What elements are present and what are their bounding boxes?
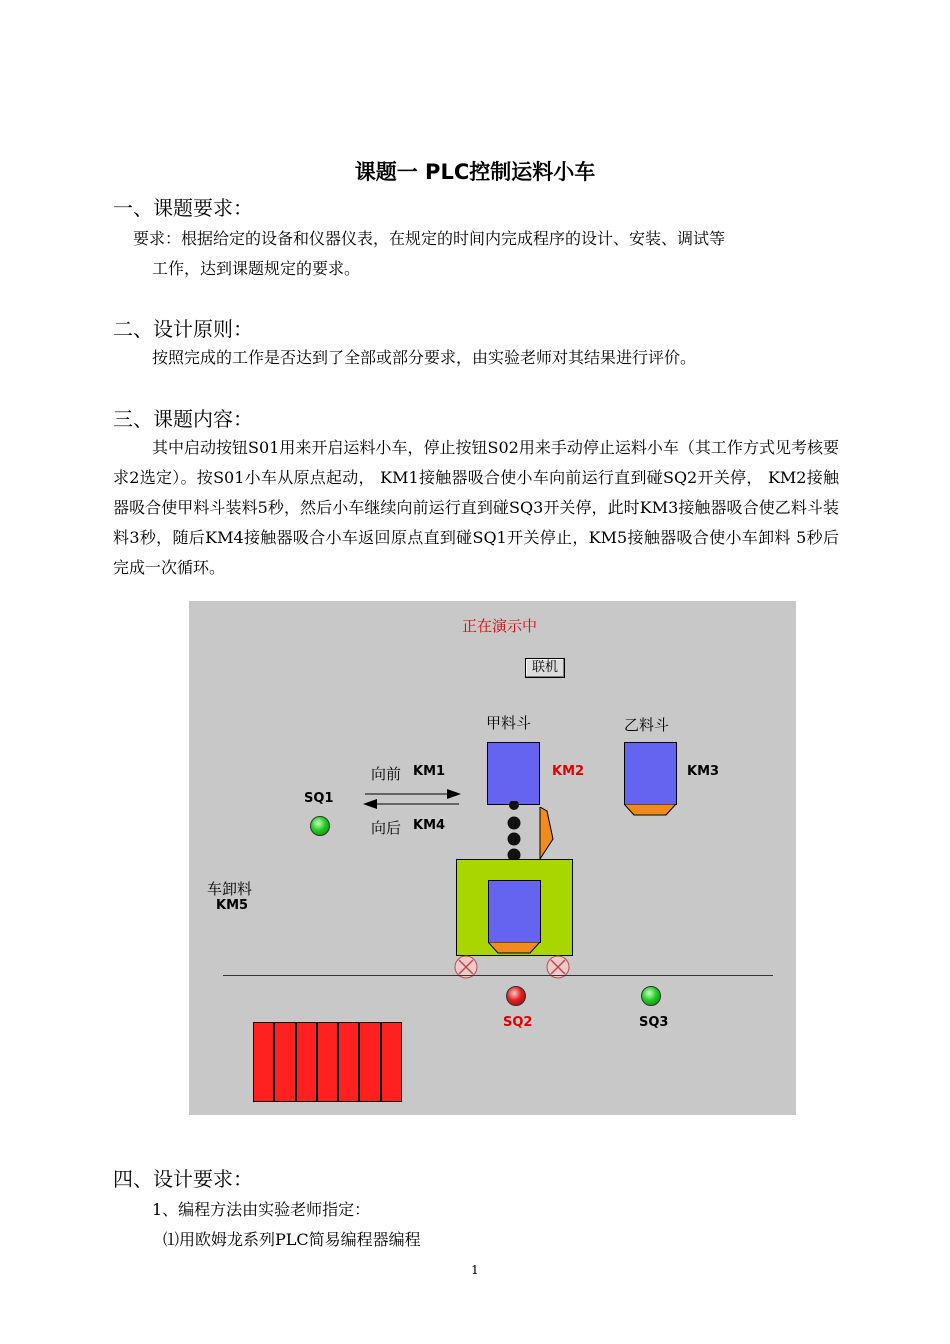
sq2-label: SQ2 [503,1015,533,1030]
cart-gate [488,942,541,954]
status-text: 正在演示中 [462,617,538,635]
section-4-item-1a: ⑴用欧姆龙系列PLC简易编程器编程 [163,1230,421,1249]
direction-arrows-icon [361,787,463,811]
section-4-heading: 四、设计要求： [113,1167,253,1191]
sq3-indicator-lamp [641,986,661,1006]
section-2-heading: 二、设计原则： [113,317,253,341]
sq3-label: SQ3 [639,1015,669,1030]
document-title: 课题一 PLC控制运料小车 [354,160,596,184]
online-button[interactable]: 联机 [525,658,565,678]
hopper-b-label: 乙料斗 [624,716,670,734]
cart-wheel-left-icon [453,954,479,980]
section-1-text [133,224,843,284]
page-number: 1 [471,1263,479,1277]
track-rail [223,975,773,976]
material-drops [506,801,522,863]
sq2-indicator-lamp [506,986,526,1006]
hopper-b-gate [624,804,677,816]
hopper-a [487,742,540,805]
plc-simulation-panel [189,601,796,1115]
hopper-a-label: 甲料斗 [486,714,532,732]
hopper-b [624,742,677,805]
backward-label: 向后 [371,819,402,837]
transport-cart [456,859,573,956]
section-4-item-1: 1、编程方法由实验老师指定： [152,1200,371,1219]
km1-label: KM1 [413,764,446,779]
section-3-text: 其中启动按钮S01用来开启运料小车，停止按钮S02用来手动停止运料小车（其工作方式见考核要求2选定）。按S01小车从原点起动， KM1接触器吸合使小车向前运行直到碰SQ2开关停， KM2接触器吸合使甲料斗装料5秒，然后小车继续向前运行直到碰SQ3开关停，此时KM3接触器吸合使乙料斗装料3秒，随后KM4接触器吸合小车返回原点直到碰SQ1开关停止，KM5接触器吸合使小车卸料 5秒后完成一次循环。 [113,438,839,577]
cart-bucket [488,880,541,943]
section-1-line-2: 工作，达到课题规定的要求。 [152,259,361,278]
km2-label: KM2 [552,764,585,779]
cart-wheel-right-icon [545,954,571,980]
km5-label: KM5 [216,898,249,913]
section-3-heading: 三、课题内容： [113,407,253,431]
hopper-a-side-gate [539,807,555,861]
unload-label: 车卸料 [207,880,253,898]
unloading-bin [253,1022,402,1102]
section-1-heading: 一、课题要求： [113,196,253,220]
section-2-text: 按照完成的工作是否达到了全部或部分要求，由实验老师对其结果进行评价。 [152,348,697,367]
section-1-line-1: 要求：根据给定的设备和仪器仪表，在规定的时间内完成程序的设计、安装、调试等 [133,229,726,248]
km3-label: KM3 [687,764,720,779]
km4-label: KM4 [413,818,446,833]
sq1-label: SQ1 [304,791,334,806]
forward-label: 向前 [371,765,402,783]
sq1-indicator-lamp [310,816,330,836]
